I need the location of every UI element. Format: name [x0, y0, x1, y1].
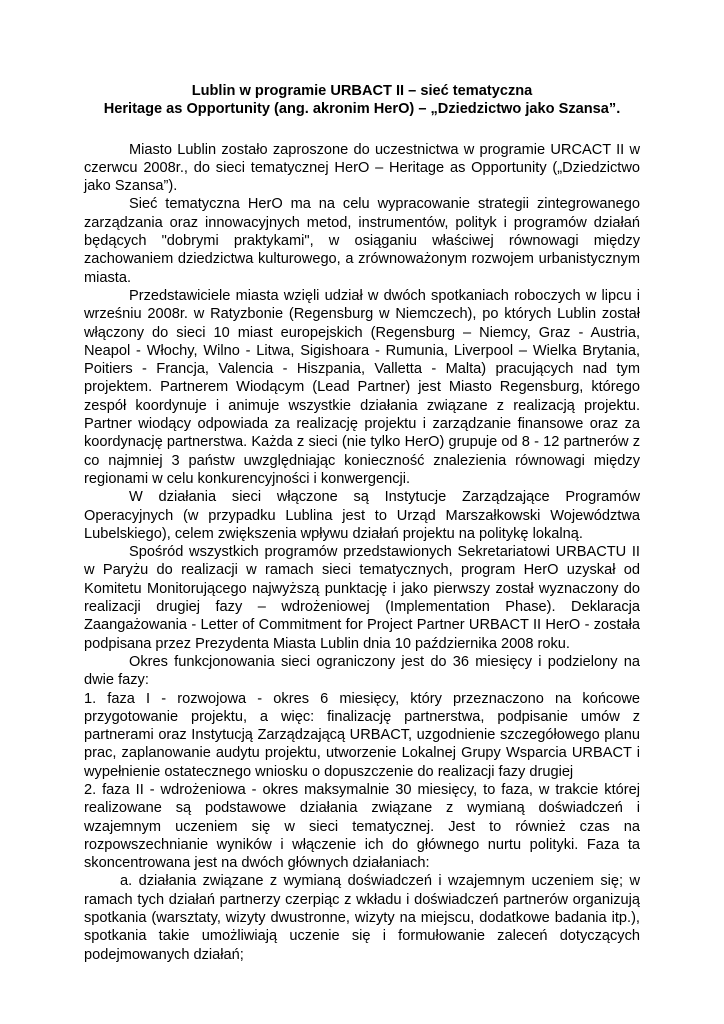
title-spacer	[84, 119, 640, 141]
paragraph-network-goal: Sieć tematyczna HerO ma na celu wypracowanie strategii zintegrowanego zarządzania oraz innowacyjnych metod, instrumentów, polityk i programów działań będących "dobrymi praktykami", w osiąganiu właściwej równowagi między zachowaniem dziedzictwa kulturowego, a zrównoważonym rozwojem urbanistycznym miasta.	[84, 196, 640, 286]
list-item-phase-2: 2. faza II - wdrożeniowa - okres maksymalnie 30 miesięcy, to faza, w trakcie której realizowane są podstawowe działania związane z wymianą doświadczeń i wzajemnym uczeniem się w sieci tematycznej. Jest to również czas na rozpowszechnianie wyników i włączenie ich do głównego nurtu polityki. Faza ta skoncentrowana jest na dwóch głównych działaniach:	[84, 781, 640, 872]
paragraph-duration: Okres funkcjonowania sieci ograniczony jest do 36 miesięcy i podzielony na dwie fazy:	[84, 653, 640, 689]
paragraph-invitation: Miasto Lublin zostało zaproszone do uczestnictwa w programie URCACT II w czerwcu 2008r., do sieci tematycznej HerO – Heritage as Opportunity („Dziedzictwo jako Szansa”).	[84, 141, 640, 195]
document-title-line-1: Lublin w programie URBACT II – sieć tematyczna	[191, 83, 533, 99]
paragraph-managing-authorities: W działania sieci włączone są Instytucje Zarządzające Programów Operacyjnych (w przypadku Lublina jest to Urząd Marszałkowski Województwa Lubelskiego), celem zwiększenia wpływu działań projektu na politykę lokalną.	[84, 489, 640, 542]
paragraph-partners: Przedstawiciele miasta wzięli udział w dwóch spotkaniach roboczych w lipcu i wrześniu 2008r. w Ratyzbonie (Regensburg w Niemczech), po których Lublin został włączony do sieci 10 miast europejskich (Regensburg – Niemcy, Graz - Austria, Neapol - Włochy, Wilno - Litwa, Sigishoara - Rumunia, Liverpool – Wielka Brytania, Poitiers - Francja, Valencia - Hiszpania, Valletta - Malta) pracujących nad tym projektem. Partnerem Wiodącym (Lead Partner) jest Miasto Regensburg, którego zespół koordynuje i animuje wszystkie działania związane z realizacją projektu. Partner wiodący odpowiada za realizację projektu i zarządzanie finansowe oraz za koordynację partnerstwa. Każda z sieci (nie tylko HerO) grupuje od 8 - 12 partnerów z co najmniej 3 państw uwzględniając konieczność znalezienia równowagi między regionami w celu konkurencyjności i konwergencji.	[84, 287, 640, 487]
list-item-subpoint-a: a. działania związane z wymianą doświadczeń i wzajemnym uczeniem się; w ramach tych działań partnerzy czerpiąc z wkładu i doświadczeń partnerów organizują spotkania (warsztaty, wizyty dwustronne, wizyty na miejscu, dodatkowe badania itp.), spotkania takie umożliwiają uczenie się i formułowanie zaleceń dotyczących podejmowanych działań;	[84, 873, 640, 963]
document-page	[84, 82, 640, 964]
list-item-phase-1: 1. faza I - rozwojowa - okres 6 miesięcy, który przeznaczono na końcowe przygotowanie projektu, a więc: finalizację partnerstwa, podpisanie umów z partnerami oraz Instytucją Zarządzającą URBACT, uzgodnienie szczegółowego planu prac, zaplanowanie audytu projektu, utworzenie Lokalnej Grupy Wsparcia URBACT i wypełnienie ostatecznego wniosku o dopuszczenie do realizacji fazy drugiej	[84, 690, 640, 780]
paragraph-selection: Spośród wszystkich programów przedstawionych Sekretariatowi URBACTU II w Paryżu do realizacji w ramach sieci tematycznych, program HerO uzyskał od Komitetu Monitorującego najwyższą punktację i jako pierwszy został wyznaczony do realizacji drugiej fazy – wdrożeniowej (Implementation Phase). Deklaracja Zaangażowania - Letter of Commitment for Project Partner URBACT II HerO - została podpisana przez Prezydenta Miasta Lublin dnia 10 października 2008 roku.	[84, 544, 640, 652]
document-title-line-2: Heritage as Opportunity (ang. akronim HerO) – „Dziedzictwo jako Szansa”.	[103, 101, 621, 118]
